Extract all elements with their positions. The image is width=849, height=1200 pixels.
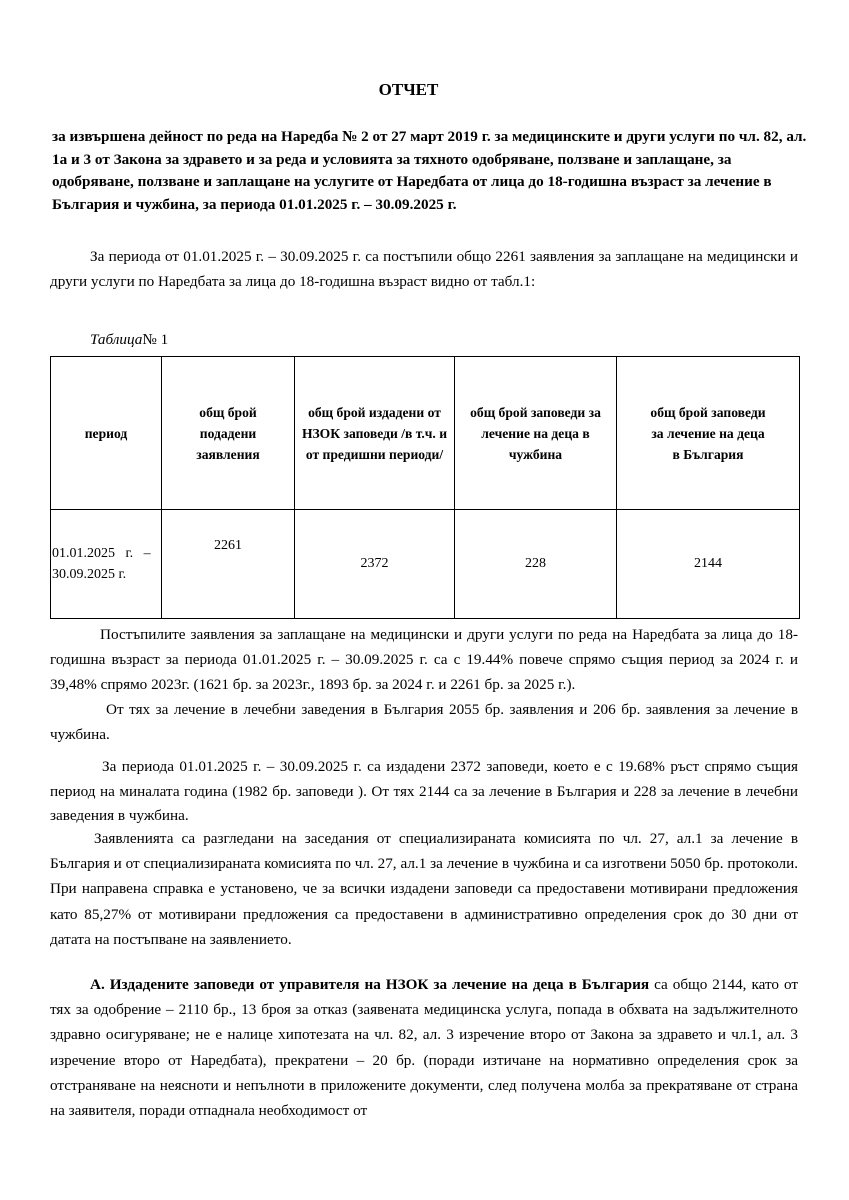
- header-orders-total-text: общ брой издадени от НЗОК заповеди /в т.ч. и от предишни периоди/: [301, 404, 448, 462]
- cell-period-line2: 30.09.2025 г.: [52, 567, 127, 582]
- paragraph-commission: Заявленията са разгледани на заседания от специализираната комисията по чл. 27, ал.1 за лечение в България и от специализираната комисията по чл. 27, ал.1 за лечение в чужбина и са изготвени 5050 бр. протоколи. При направена справка е установено, че за всички издадени заповеди са предоставени мотивирани предложения като 85,27% от мотивирани предложения са предоставени в административно определения срок до 30 дни от датата на постъпване на заявлението.: [50, 830, 798, 948]
- paragraph-growth: Постъпилите заявления за заплащане на медицински и други услуги по реда на Наредбата за лица до 18-годишна възраст за периода 01.01.2025 г. – 30.09.2025 г. са с 19.44% повече спрямо същия период за 2024 г. и 39,48% спрямо 2023г. (1621 бр. за 2023г., 1893 бр. за 2024 г. и 2261 бр. за 2025 г.).: [50, 626, 798, 694]
- section-a-heading: А. Издадените заповеди от управителя на НЗОК за лечение на деца в България: [90, 976, 650, 993]
- paragraph-orders: За периода 01.01.2025 г. – 30.09.2025 г. са издадени 2372 заповеди, което е с 19.68% ръст спрямо същия период на миналата година (1982 бр. заповеди ). От тях 2144 са за лечение в България и 228 за лечение в лечебни заведения в чужбина.: [50, 758, 798, 824]
- header-orders-total: [295, 357, 455, 510]
- cell-orders-bulgaria: 2144: [617, 510, 800, 619]
- table-caption-number: № 1: [142, 331, 169, 348]
- table-header-row: [51, 357, 800, 510]
- header-orders-bulgaria-text: общ брой заповеди за лечение на деца в България: [650, 404, 766, 462]
- header-applications-text: общ брой подадени заявления: [196, 404, 260, 462]
- cell-applications: 2261: [162, 510, 295, 619]
- intro-paragraph: За периода от 01.01.2025 г. – 30.09.2025 г. са постъпили общо 2261 заявления за заплащане на медицински и други услуги по Наредбата за лица до 18-годишна възраст видно от табл.1:: [50, 248, 798, 291]
- cell-period: [51, 510, 162, 619]
- header-applications: [162, 357, 295, 510]
- section-a-text: са общо 2144, като от тях за одобрение – 2110 бр., 13 броя за отказ (заявената медицинска услуга, попада в обхвата на задължителното здравно осигуряване; не е налице хипотезата на чл. 82, ал. 3 изречение второ от Закона за здравето и чл.1, ал. 3 изречение второ от Наредбата), прекратени – 20 бр. (поради изтичане на нормативно определения срок за отстраняване на неясноти и непълноти в приложените документи, след получена молба за прекратяване от страна на заявителя, поради отпаднала необходимост от: [50, 976, 798, 1120]
- table-row: [51, 510, 800, 619]
- header-orders-abroad: [455, 357, 617, 510]
- document-title: ОТЧЕТ: [378, 80, 439, 99]
- header-orders-abroad-text: общ брой заповеди за лечение на деца в чужбина: [470, 404, 601, 462]
- cell-orders-abroad: 228: [455, 510, 617, 619]
- table-caption-label: Таблица: [90, 331, 143, 348]
- cell-period-line1: 01.01.2025 г. –: [52, 546, 151, 561]
- header-period: период: [51, 357, 162, 510]
- paragraph-split: От тях за лечение в лечебни заведения в България 2055 бр. заявления и 206 бр. заявления за лечение в чужбина.: [50, 701, 798, 744]
- document-subtitle: за извършена дейност по реда на Наредба № 2 от 27 март 2019 г. за медицинските и други услуги по чл. 82, ал. 1а и 3 от Закона за здравето и за реда и условията за тяхното одобряване, ползване и заплащане, за одобряване, ползване и заплащане на услугите от Наредбата от лица до 18-годишна възраст за лечение в България и чужбина, за периода 01.01.2025 г. – 30.09.2025 г.: [52, 128, 807, 213]
- cell-orders-total: 2372: [295, 510, 455, 619]
- section-a-paragraph: [50, 972, 798, 1123]
- table-caption: [90, 331, 168, 349]
- applications-table: [50, 356, 800, 619]
- header-orders-bulgaria: [617, 357, 800, 510]
